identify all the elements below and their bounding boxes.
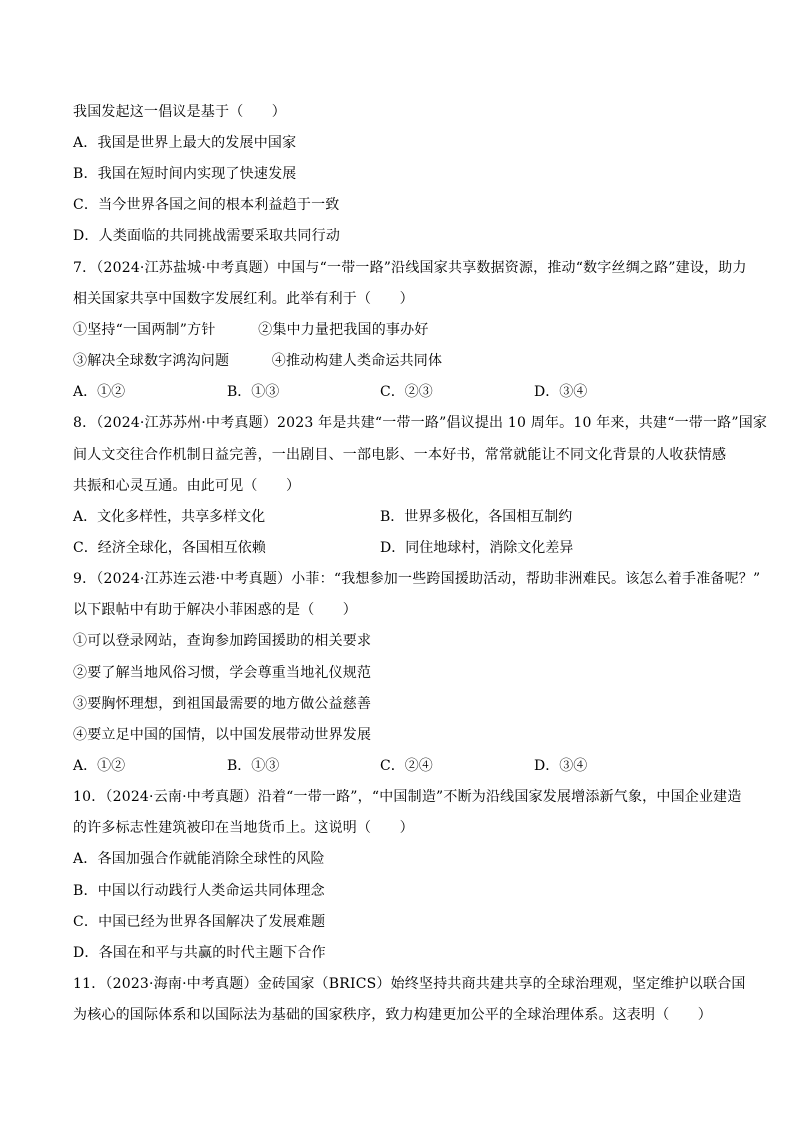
q9-option-a: A．①② — [73, 758, 126, 774]
q9-statement-2: ②要了解当地风俗习惯，学会尊重当地礼仪规范 — [73, 665, 372, 681]
q8-option-a: A．文化多样性，共享多样文化 — [73, 509, 266, 525]
q7-statement-3-4: ③解决全球数字鸿沟问题 ④推动构建人类命运共同体 — [73, 353, 443, 369]
q9-option-b: B．①③ — [227, 758, 280, 774]
q10-option-d: D．各国在和平与共赢的时代主题下合作 — [73, 945, 326, 961]
q9-option-d: D．③④ — [534, 758, 588, 774]
q6-option-a: A．我国是世界上最大的发展中国家 — [73, 135, 297, 151]
q9-statement-1: ①可以登录网站，查询参加跨国援助的相关要求 — [73, 633, 372, 649]
q10-option-b: B．中国以行动践行人类命运共同体理念 — [73, 883, 325, 899]
q10-option-c: C．中国已经为世界各国解决了发展难题 — [73, 914, 326, 930]
q7-option-b: B．①③ — [227, 384, 280, 400]
q8-option-d: D．同住地球村，消除文化差异 — [380, 540, 574, 556]
q9-stem-line2: 以下跟帖中有助于解决小菲困惑的是（ ） — [73, 602, 357, 618]
q7-option-a: A．①② — [73, 384, 126, 400]
q10-stem-line1: 10．（2024·云南·中考真题）沿着“一带一路”，“中国制造”不断为沿线国家发展增添新气象，中国企业建造 — [73, 789, 742, 805]
q8-option-b: B．世界多极化，各国相互制约 — [380, 509, 573, 525]
q7-stem-line2: 相关国家共享中国数字发展红利。此举有利于（ ） — [73, 291, 414, 307]
q7-stem-line1: 7．（2024·江苏盐城·中考真题）中国与“一带一路”沿线国家共享数据资源，推动“数字丝绸之路”建设，助力 — [73, 260, 747, 276]
q10-stem-line2: 的许多标志性建筑被印在当地货币上。这说明（ ） — [73, 820, 414, 836]
q11-stem-line2: 为核心的国际体系和以国际法为基础的国家秩序，致力构建更加公平的全球治理体系。这表明（ ） — [73, 1007, 712, 1023]
q11-stem-line1: 11．（2023·海南·中考真题）金砖国家（BRICS）始终坚持共商共建共享的全球治理观，坚定维护以联合国 — [73, 976, 746, 992]
q7-option-d: D．③④ — [534, 384, 588, 400]
q6-option-d: D．人类面临的共同挑战需要采取共同行动 — [73, 228, 341, 244]
q6-stem-end: 我国发起这一倡议是基于（ ） — [73, 104, 286, 120]
q9-statement-3: ③要胸怀理想，到祖国最需要的地方做公益慈善 — [73, 696, 372, 712]
q8-stem-line2: 间人文交往合作机制日益完善，一出剧目、一部电影、一本好书，常常就能让不同文化背景的人收获情感 — [73, 447, 727, 463]
q8-stem-line1: 8．（2024·江苏苏州·中考真题）2023 年是共建“一带一路”倡议提出 10 周年。10 年来，共建“一带一路”国家 — [73, 415, 768, 431]
q10-option-a: A．各国加强合作就能消除全球性的风险 — [73, 851, 325, 867]
q8-option-c: C．经济全球化，各国相互依赖 — [73, 540, 266, 556]
q9-statement-4: ④要立足中国的国情，以中国发展带动世界发展 — [73, 727, 372, 743]
q6-option-c: C．当今世界各国之间的根本利益趋于一致 — [73, 197, 340, 213]
q7-option-c: C．②③ — [380, 384, 433, 400]
q9-stem-line1: 9．（2024·江苏连云港·中考真题）小菲：“我想参加一些跨国援助活动，帮助非洲难民。该怎么着手准备呢？” — [73, 571, 761, 587]
q9-option-c: C．②④ — [380, 758, 433, 774]
q6-option-b: B．我国在短时间内实现了快速发展 — [73, 166, 297, 182]
q7-statement-1-2: ①坚持“一国两制”方针 ②集中力量把我国的事办好 — [73, 322, 429, 338]
q8-stem-line3: 共振和心灵互通。由此可见（ ） — [73, 478, 301, 494]
